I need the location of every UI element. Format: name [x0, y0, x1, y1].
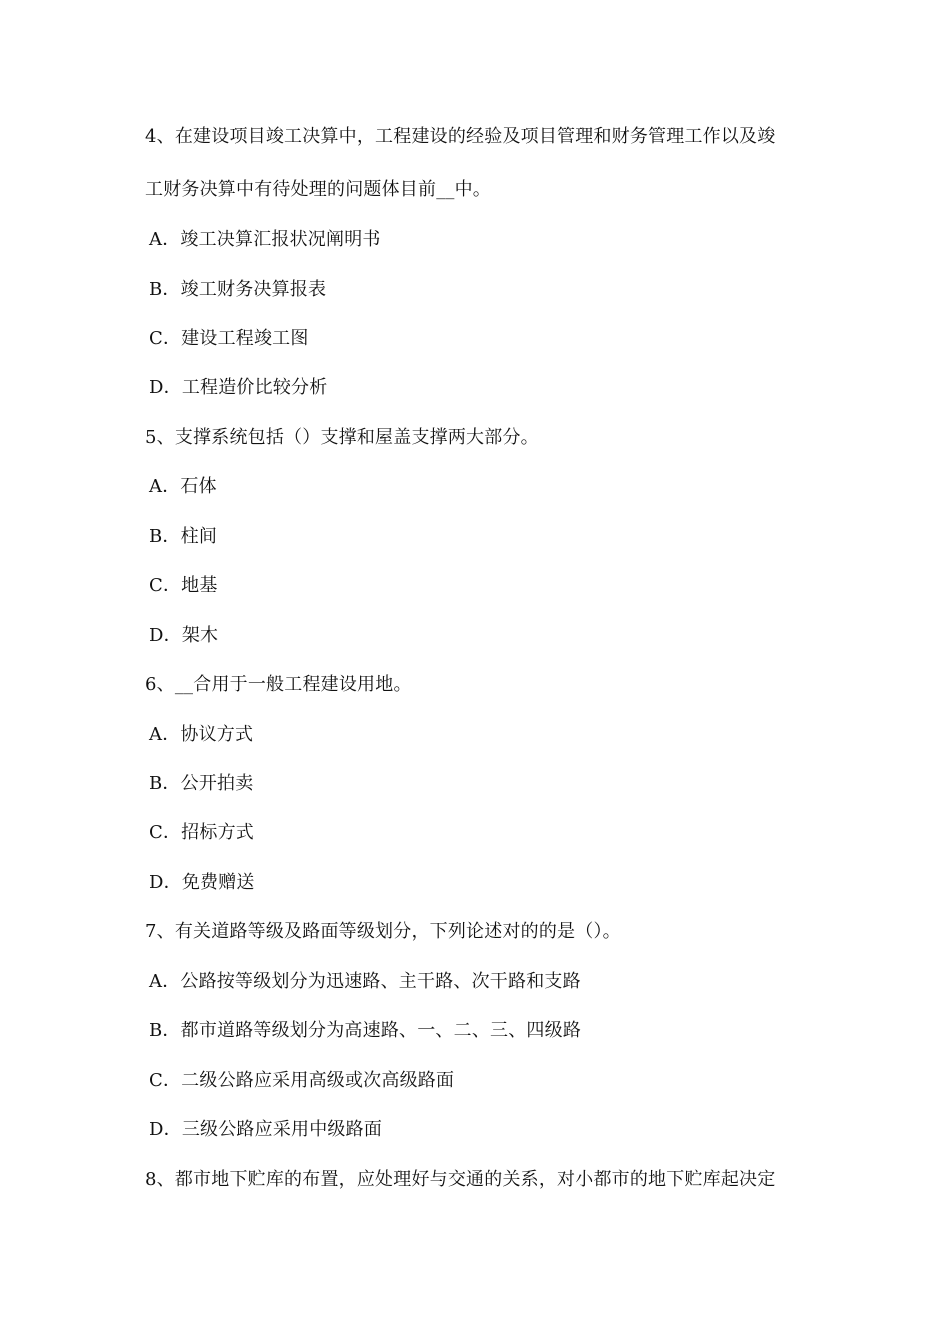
- question-7-option-b: B．都市道路等级划分为高速路、一、二、三、四级路: [149, 1020, 582, 1041]
- question-6-stem: 6、__合用于一般工程建设用地。: [145, 674, 412, 695]
- question-5-stem: 5、支撑系统包括（）支撑和屋盖支撑两大部分。: [145, 427, 539, 448]
- question-4-stem-line-2: 工财务决算中有待处理的问题体目前__中。: [145, 179, 491, 200]
- question-4-option-c: C．建设工程竣工图: [149, 328, 309, 349]
- question-5-option-d: D．架木: [149, 625, 219, 646]
- question-4-stem-line-1: 4、在建设项目竣工决算中，工程建设的经验及项目管理和财务管理工作以及竣: [145, 126, 776, 147]
- question-4-option-d: D．工程造价比较分析: [149, 377, 328, 398]
- question-6-option-a: A．协议方式: [149, 724, 254, 745]
- question-4-option-a: A．竣工决算汇报状况阐明书: [149, 229, 381, 250]
- question-7-option-d: D．三级公路应采用中级路面: [149, 1119, 383, 1140]
- question-5-option-b: B．柱间: [149, 526, 218, 547]
- question-5-option-c: C．地基: [149, 575, 218, 596]
- question-7-stem: 7、有关道路等级及路面等级划分，下列论述对的的是（）。: [145, 921, 621, 942]
- question-4-option-b: B．竣工财务决算报表: [149, 279, 327, 300]
- question-6-option-b: B．公开拍卖: [149, 773, 254, 794]
- question-7-option-a: A．公路按等级划分为迅速路、主干路、次干路和支路: [149, 971, 581, 992]
- question-7-option-c: C．二级公路应采用高级或次高级路面: [149, 1070, 455, 1091]
- question-6-option-d: D．免费赠送: [149, 872, 255, 893]
- question-6-option-c: C．招标方式: [149, 822, 254, 843]
- question-8-stem-line-1: 8、都市地下贮库的布置，应处理好与交通的关系，对小都市的地下贮库起决定: [145, 1169, 776, 1190]
- question-5-option-a: A．石体: [149, 476, 217, 497]
